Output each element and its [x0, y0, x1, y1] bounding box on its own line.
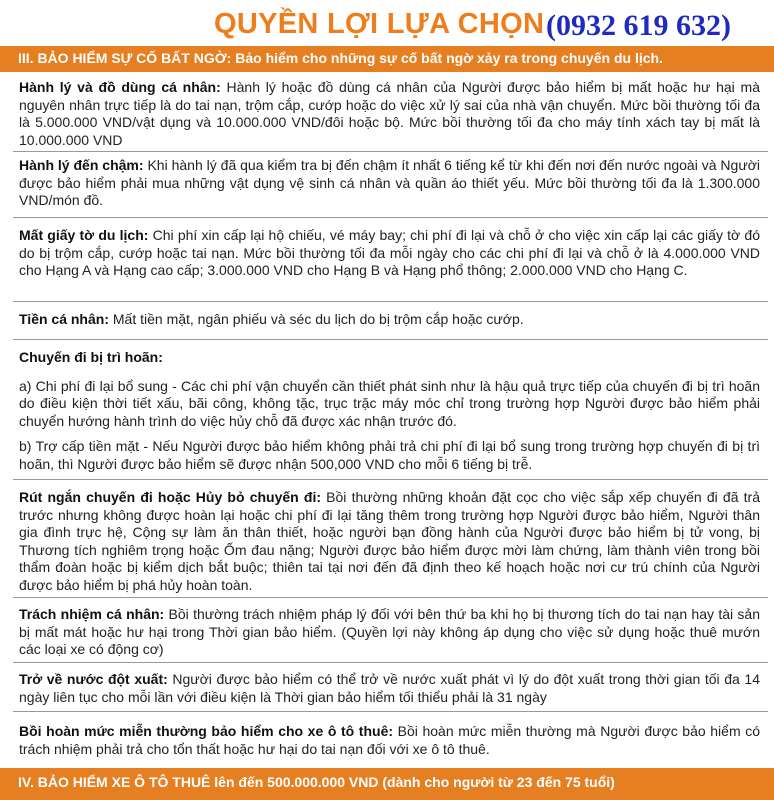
benefit-rental-car-excess — [13, 720, 768, 766]
page-title: QUYỀN LỢI LỰA CHỌN — [214, 8, 545, 40]
benefit-text: Hành lý hoặc đồ dùng cá nhân của Người được bảo hiểm bị mất hoặc hư hại mà nguyên nhân trực tiếp là do tai nạn, trộm cắp, cướp hoặc do việc xử lý sai của nhà vận chuyển. Mức bồi thường tối đa là 5.000.000 VND/vật dụng và 10.000.000 VND/đôi hoặc bộ. Mức bồi thường tối đa cho máy tính xách tay bị mất là 10.000.000 VND — [19, 79, 760, 148]
benefit-personal-liability — [13, 603, 768, 663]
benefit-text: Mất tiền mặt, ngân phiếu và séc du lịch do bị trộm cắp hoặc cướp. — [108, 311, 524, 327]
benefit-trip-cancellation — [13, 486, 768, 598]
section-3-heading: III. BẢO HIỂM SỰ CỐ BẤT NGỜ: Bảo hiểm cho những sự cố bất ngờ xảy ra trong chuyến du lịch. — [0, 46, 774, 72]
benefit-term: Chuyến đi bị trì hoãn: — [19, 349, 163, 365]
benefit-trip-delay — [13, 346, 768, 480]
trip-delay-option-b: b) Trợ cấp tiền mặt - Nếu Người được bảo hiểm không phải trả chi phí đi lại bổ sung trong trường hợp chuyến đi bị trì hoãn, thì Người được bảo hiểm sẽ được nhận 500,000 VND cho mỗi 6 tiếng bị trễ. — [19, 438, 760, 472]
trip-delay-option-a: a) Chi phí đi lại bổ sung - Các chi phí vận chuyển cần thiết phát sinh như là hậu quả trực tiếp của chuyến đi bị trì hoãn do điều kiện thời tiết xấu, bãi công, không tặc, trục trặc máy móc chỉ trong trường hợp Người được bảo hiểm phải chuyển hướng hành trình do việc hủy chỗ đã được xác nhận trước đó. — [19, 377, 760, 429]
benefit-text: Bồi thường những khoản đặt cọc cho việc sắp xếp chuyến đi đã trả trước nhưng không được hoàn lại hoặc chi phí đi lại tăng thêm trong trường hợp Người được bảo hiểm, Người thân gia đình trực hệ, Cộng sự làm ăn thân thiết, hoặc người bạn đồng hành của Người được bảo hiểm bị tử vong, bị Thương tích nghiêm trọng hoặc Ốm đau nặng; Người được bảo hiểm được mời làm chứng, làm thành viên trong bồi thẩm đoàn hoặc bị kiểm dịch bắt buộc; thiên tai tại nơi đến đã định theo kế hoạch hoặc nơi cư trú chính của Người được bảo hiểm bị phá hủy hoàn toàn. — [19, 489, 761, 593]
benefit-text: Bồi hoàn mức miễn thường mà Người được bảo hiểm có trách nhiệm phải trả cho tổn thất hoặc hư hại do tai nạn đối với xe ô tô thuê. — [19, 723, 760, 757]
benefit-delayed-luggage — [13, 154, 768, 218]
benefit-emergency-return — [13, 668, 768, 712]
benefit-term: Trách nhiệm cá nhân: — [19, 606, 165, 622]
benefit-term: Rút ngắn chuyến đi hoặc Hủy bỏ chuyến đi: — [19, 489, 321, 505]
benefit-term: Mất giấy tờ du lịch: — [19, 227, 149, 243]
benefit-term: Hành lý đến chậm: — [19, 157, 144, 173]
benefit-term: Trở về nước đột xuất: — [19, 671, 168, 687]
benefit-text: Chi phí xin cấp lại hộ chiếu, vé máy bay; chi phí đi lại và chỗ ở cho việc xin cấp lại các giấy tờ đó do bị trộm cắp, cướp hoặc tai nạn. Mức bồi thường tối đa mỗi ngày cho các chi phí đi lại và chỗ ở là 4.000.000 VND cho Hạng A và Hạng cao cấp; 3.000.000 VND cho Hạng B và Hạng phổ thông; 2.000.000 VND cho Hạng C. — [19, 227, 760, 279]
benefit-term: Hành lý và đồ dùng cá nhân: — [19, 79, 221, 95]
benefit-term: Tiền cá nhân: — [19, 311, 109, 327]
benefit-luggage — [13, 76, 768, 152]
benefit-text: Người được bảo hiểm có thể trở về nước xuất phát vì lý do đột xuất trong thời gian tối đa 14 ngày liên tục cho mỗi lần với điều kiện là Thời gian bảo hiểm tối thiểu phải là 31 ngày — [19, 671, 760, 705]
section-4-heading: IV. BẢO HIỂM XE Ô TÔ THUÊ lên đến 500.000.000 VND (dành cho người từ 23 đến 75 tuổi) — [0, 768, 774, 800]
benefit-text: Bồi thường trách nhiệm pháp lý đối với bên thứ ba khi họ bị thương tích do tai nạn hay tài sản bị mất mát hoặc hư hại trong Thời gian bảo hiểm. (Quyền lợi này không áp dụng cho việc sử dụng hoặc thuê mướn các loại xe có động cơ) — [19, 606, 760, 658]
phone-number[interactable]: (0932 619 632) — [546, 9, 731, 42]
benefit-lost-documents — [13, 224, 768, 302]
page-header — [0, 0, 774, 46]
benefit-personal-money — [13, 308, 768, 340]
benefit-term: Bồi hoàn mức miễn thường bảo hiểm cho xe ô tô thuê: — [19, 723, 394, 739]
benefit-text: Khi hành lý đã qua kiểm tra bị đến chậm ít nhất 6 tiếng kể từ khi đến nơi đến nước ngoài và Người được bảo hiểm phải mua những vật dụng vệ sinh cá nhân và quần áo thiết yếu. Mức bồi thường tối đa là 1.300.000 VND/món đồ. — [19, 157, 760, 209]
